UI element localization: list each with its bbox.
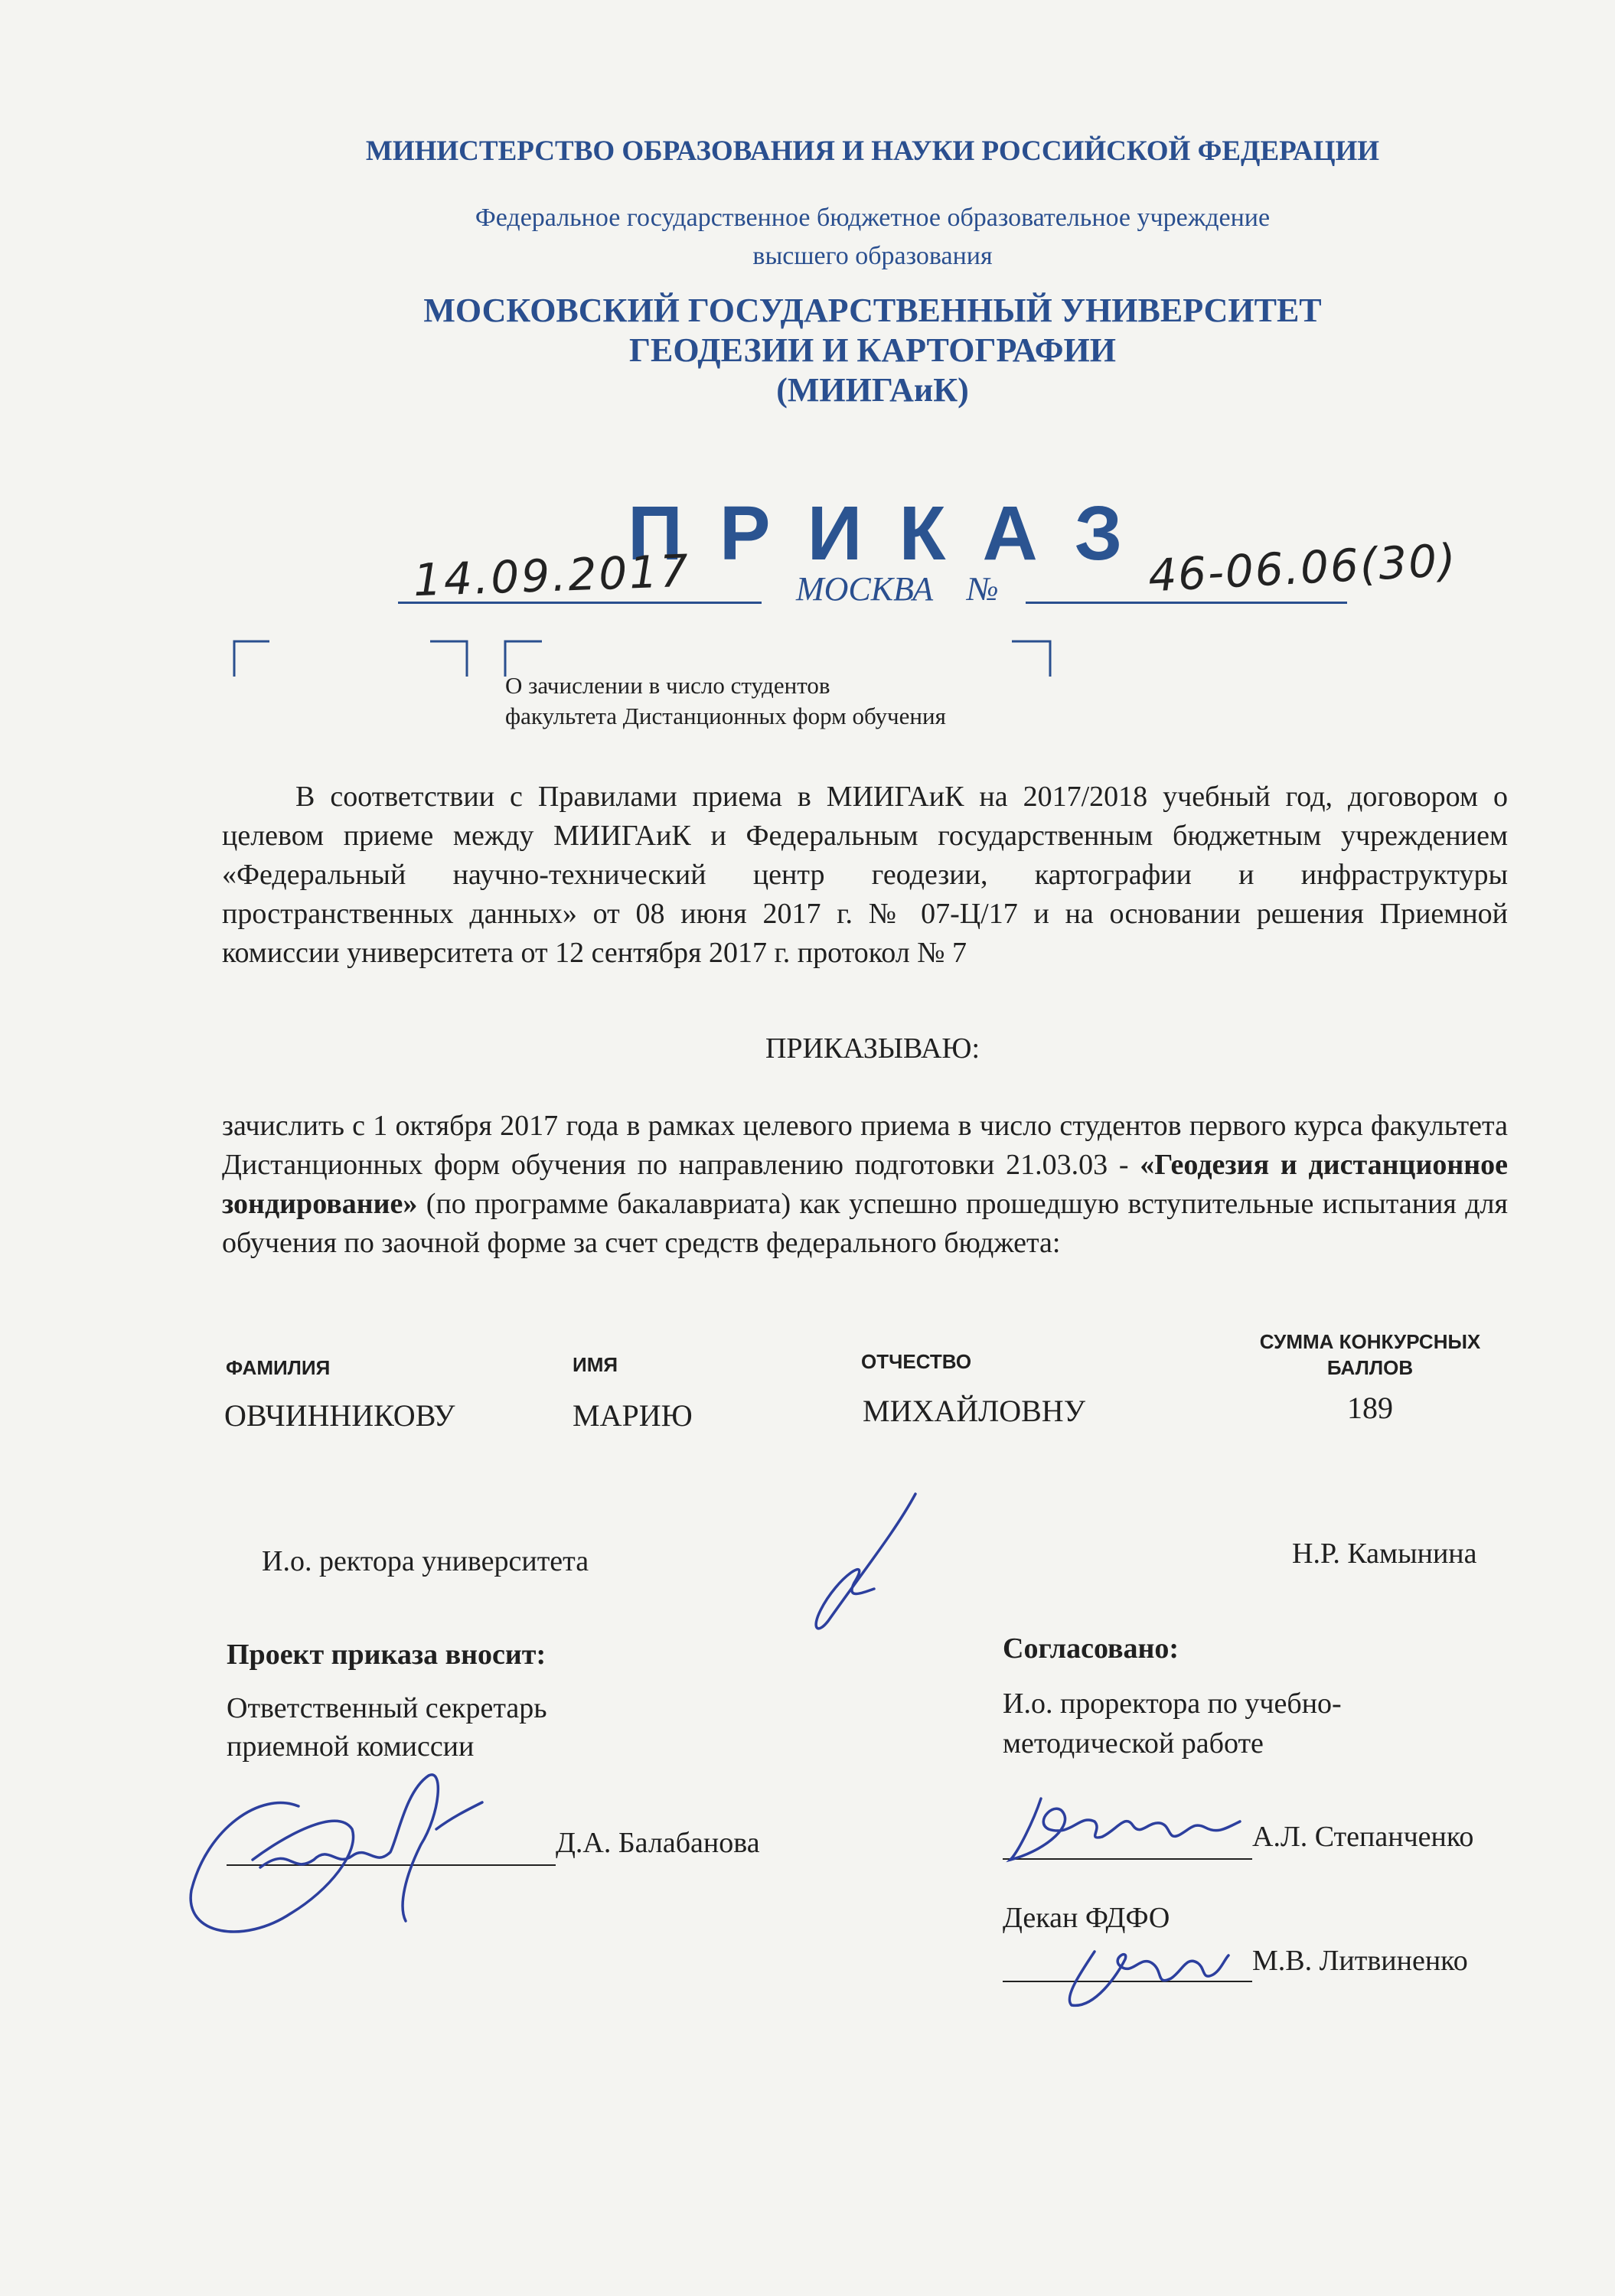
score-header-line1: СУММА КОНКУРСНЫХ [1259, 1330, 1481, 1353]
student-surname: ОВЧИННИКОВУ [224, 1398, 455, 1433]
enrollment-part1: зачислить с 1 октября 2017 года в рамках целевого приема в число студентов первого курса факультета Дистанционных форм обучения по направлению подготовки 21.03.03 - [222, 1110, 1508, 1181]
order-title: ПРИКАЗ [628, 491, 1160, 576]
dean-title: Декан ФДФО [1003, 1902, 1170, 1934]
secretary-title-line1: Ответственный секретарь [227, 1692, 547, 1724]
order-city-line [796, 569, 999, 608]
number-underline [1026, 602, 1347, 604]
column-header-surname: ФАМИЛИЯ [226, 1356, 331, 1379]
order-preamble [222, 778, 1508, 973]
enrollment-text [222, 1107, 1508, 1263]
university-abbreviation: (МИИГАиК) [776, 371, 969, 409]
secretary-name: Д.А. Балабанова [556, 1827, 760, 1859]
prorector-title-line2: методической работе [1003, 1727, 1264, 1760]
subject-line2: факультета Дистанционных форм обучения [505, 703, 946, 729]
student-name: МАРИЮ [573, 1398, 693, 1433]
student-score: 189 [1347, 1391, 1393, 1425]
preamble-text: В соответствии с Правилами приема в МИИГАиК на 2017/2018 учебный год, договором о целевом приеме между МИИГАиК и Федеральным государственным бюджетным учреждением «Федеральный научно-технический центр геодезии, картографии и инфраструктуры пространственных данных» от 08 июня 2017 г. № 07-Ц/17 и на основании решения Приемной комиссии университета от 12 сентября 2017 г. протокол № 7 [222, 781, 1508, 969]
enrollment-part2: (по программе бакалавриата) как успешно прошедшую вступительные испытания для обучения по заочной форме за счет средств федерального бюджета: [222, 1188, 1508, 1259]
student-patronymic: МИХАЙЛОВНУ [863, 1394, 1086, 1428]
column-header-score [1225, 1329, 1515, 1381]
order-number-handwritten: 46-06.06(30) [1147, 533, 1459, 602]
secretary-title-line2: приемной комиссии [227, 1730, 475, 1763]
secretary-signature [176, 1745, 528, 1952]
program-name: «Геодезия и дистанционное зондирование» [222, 1149, 1509, 1220]
dean-name: М.В. Литвиненко [1252, 1945, 1468, 1977]
project-heading: Проект приказа вносит: [227, 1639, 546, 1671]
score-header-line2: БАЛЛОВ [1326, 1356, 1414, 1379]
rector-title: И.о. ректора университета [262, 1545, 589, 1577]
dean-signature [1049, 1913, 1232, 2020]
rector-signature [781, 1485, 934, 1638]
number-sign: № [967, 570, 999, 608]
prorector-title-line1: И.о. проректора по учебно- [1003, 1688, 1342, 1720]
ministry-name: МИНИСТЕРСТВО ОБРАЗОВАНИЯ И НАУКИ РОССИЙСКОЙ ФЕДЕРАЦИИ [365, 135, 1380, 167]
order-city: МОСКВА [796, 570, 934, 608]
institution-type-line1: Федеральное государственное бюджетное образовательное учреждение [475, 204, 1271, 232]
university-name-line2: ГЕОДЕЗИИ И КАРТОГРАФИИ [628, 331, 1116, 369]
order-date-handwritten: 14.09.2017 [412, 544, 692, 607]
column-header-name: ИМЯ [573, 1353, 618, 1376]
order-directive: ПРИКАЗЫВАЮ: [765, 1032, 980, 1065]
agreed-heading: Согласовано: [1003, 1632, 1179, 1665]
university-name-line1: МОСКОВСКИЙ ГОСУДАРСТВЕННЫЙ УНИВЕРСИТЕТ [423, 292, 1322, 329]
subject-line1: О зачислении в число студентов [505, 672, 830, 699]
prorector-name: А.Л. Степанченко [1252, 1821, 1474, 1853]
column-header-patronymic: ОТЧЕСТВО [861, 1350, 972, 1373]
prorector-signature [995, 1768, 1255, 1875]
order-subject [505, 670, 946, 732]
institution-type-line2: высшего образования [752, 242, 993, 270]
date-underline [398, 602, 762, 604]
rector-name: Н.Р. Камынина [1292, 1538, 1477, 1570]
